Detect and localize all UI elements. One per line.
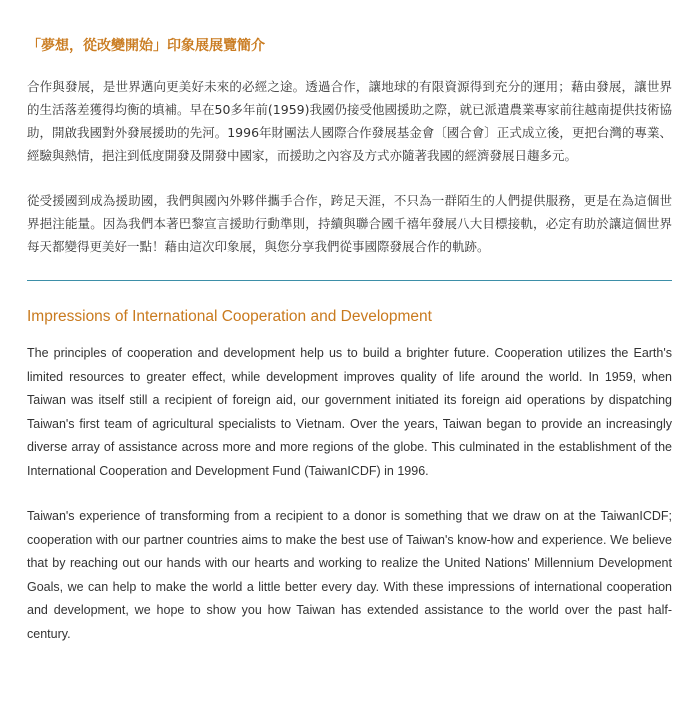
english-paragraph-1: The principles of cooperation and development help us to build a brighter future. Cooperation utilizes the Earth's limited resources to greater effect, while development improves quality of life around the world. In 1959, when Taiwan was itself still a recipient of foreign aid, our government initiated its foreign aid operations by dispatching Taiwan's first team of agricultural specialists to Vietnam. Over the years, Taiwan began to provide an increasingly diverse array of assistance across more and more regions of the globe. This culminated in the establishment of the International Cooperation and Development Fund (TaiwanICDF) in 1996.	[27, 346, 672, 478]
chinese-paragraph-2: 從受援國到成為援助國，我們與國內外夥伴攜手合作，跨足天涯，不只為一群陌生的人們提供服務，更是在為這個世界挹注能量。因為我們本著巴黎宣言援助行動準則，持續與聯合國千禧年發展八大目標接軌，必定有助於讓這個世界每天都變得更美好一點！藉由這次印象展，與您分享我們從事國際發展合作的軌跡。	[27, 193, 672, 254]
section-divider	[27, 280, 672, 281]
chinese-paragraph-1: 合作與發展，是世界邁向更美好未來的必經之途。透過合作，讓地球的有限資源得到充分的運用；藉由發展，讓世界的生活落差獲得均衡的填補。早在50多年前(1959)我國仍接受他國援助之際，就已派遣農業專家前往越南提供技術協助，開啟我國對外發展援助的先河。1996年財團法人國際合作發展基金會〔國合會〕正式成立後，更把台灣的專業、經驗與熱情，挹注到低度開發及開發中國家，而援助之內容及方式亦隨著我國的經濟發展日趨多元。	[27, 79, 672, 163]
english-title: Impressions of International Cooperation and Development	[27, 308, 432, 325]
exhibition-intro	[27, 36, 672, 668]
english-paragraph-2: Taiwan's experience of transforming from a recipient to a donor is something that we draw on at the TaiwanICDF; cooperation with our partner countries aims to make the best use of Taiwan's know-how and experience. We believe that by reaching out our hands with our hearts and working to realize the United Nations' Millennium Development Goals, we can help to make the world a little better every day. With these impressions of international cooperation and development, we hope to show you how Taiwan has extended assistance to the world over the past half-century.	[27, 509, 672, 641]
chinese-title: 「夢想，從改變開始」印象展展覽簡介	[27, 38, 265, 54]
